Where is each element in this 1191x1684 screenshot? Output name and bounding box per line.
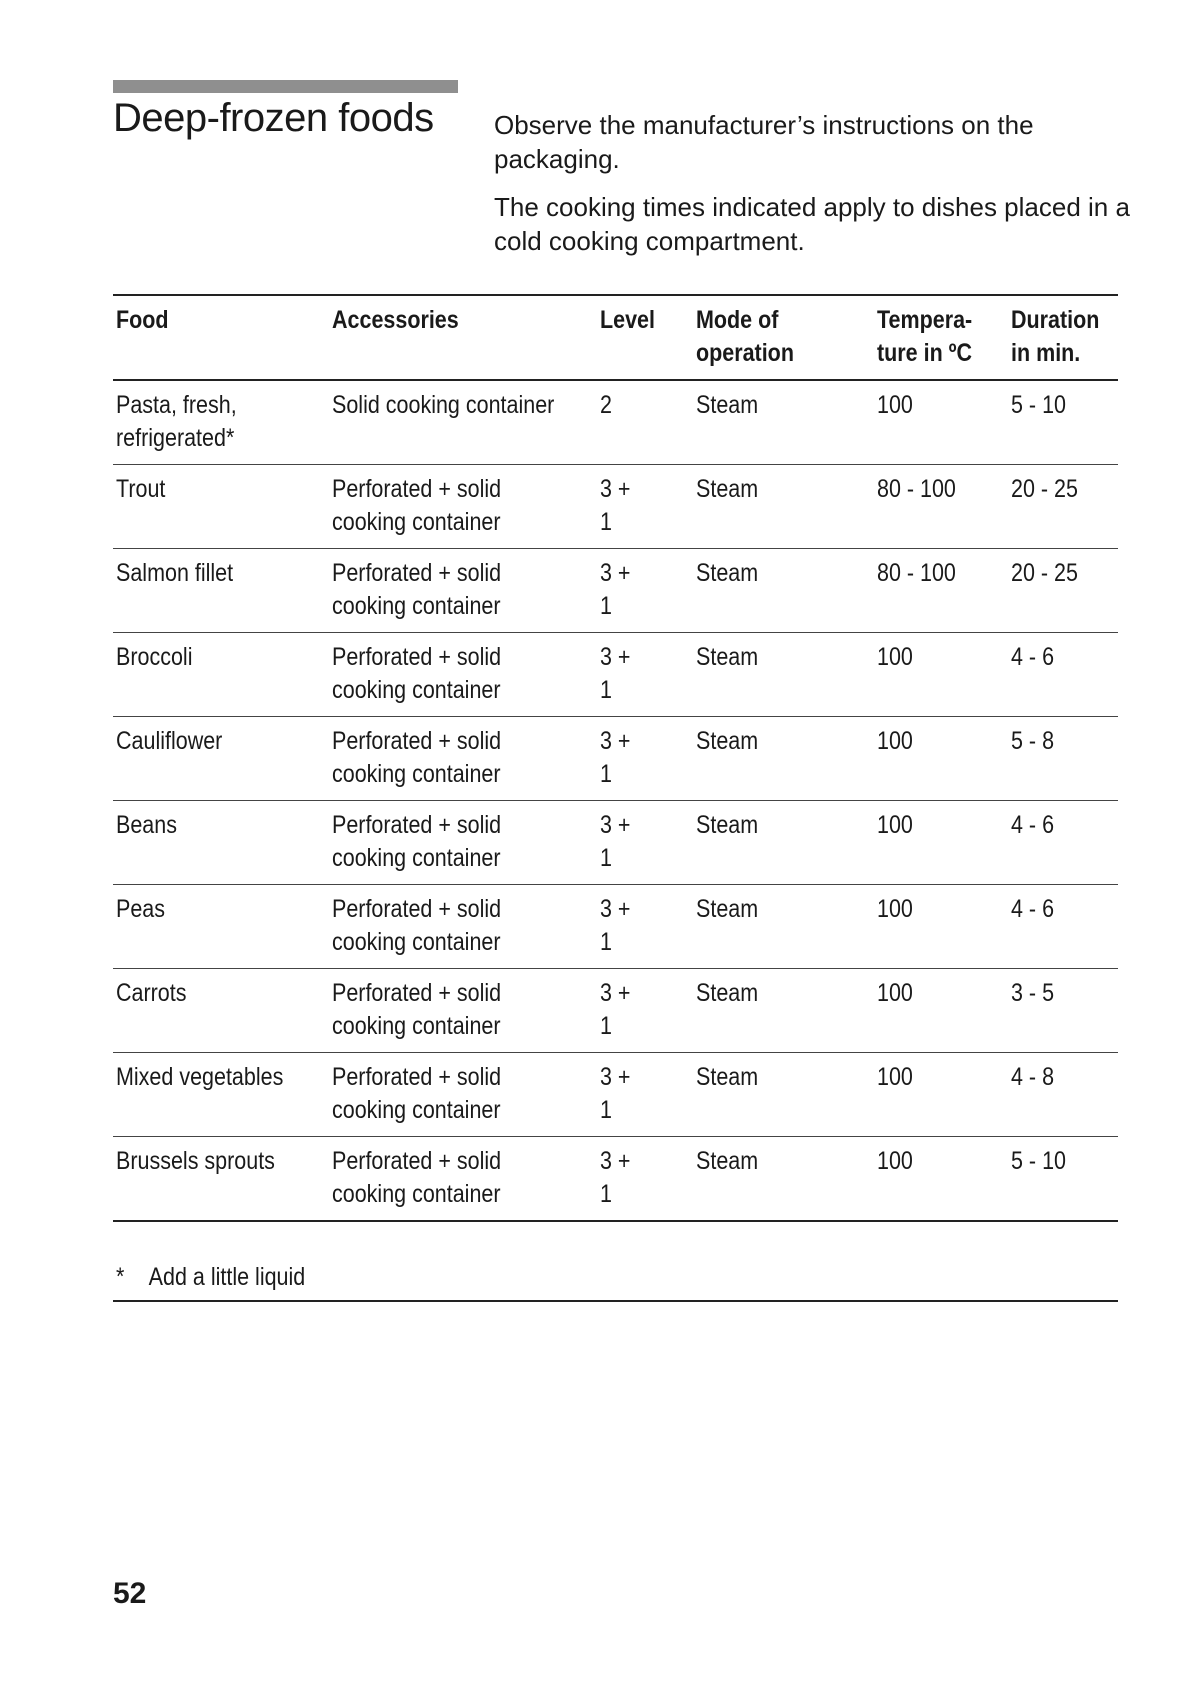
cell-duration: 3 - 5: [1011, 979, 1055, 1007]
intro-paragraph-1: Observe the manufacturer’s instructions on the packaging.: [494, 110, 1034, 174]
table-row: [113, 380, 1118, 465]
cell-duration: 5 - 10: [1011, 1147, 1067, 1175]
cell-accessories: Perforated + solid cooking container: [332, 475, 502, 536]
cell-mode: Steam: [695, 727, 758, 755]
cell-accessories: Solid cooking container: [332, 391, 555, 419]
header-mode: Mode of operation: [695, 306, 794, 367]
cell-duration: 5 - 10: [1011, 391, 1067, 419]
cell-duration: 20 - 25: [1011, 559, 1079, 587]
page-number: 52: [113, 1577, 147, 1610]
cell-temperature: 100: [876, 727, 913, 755]
cell-mode: Steam: [695, 559, 758, 587]
cell-food: Brussels sprouts: [116, 1147, 275, 1175]
cell-temperature: 100: [876, 811, 913, 839]
cell-duration: 20 - 25: [1011, 475, 1079, 503]
footnote: [113, 1221, 1118, 1301]
cell-temperature: 80 - 100: [876, 475, 956, 503]
cooking-table: [113, 294, 1118, 1302]
cell-level: 2: [600, 391, 613, 419]
cell-accessories: Perforated + solid cooking container: [332, 895, 502, 956]
cell-duration: 4 - 8: [1011, 1063, 1055, 1091]
table-body: [113, 380, 1118, 1221]
table-row: [113, 969, 1118, 1053]
footnote-text: Add a little liquid: [148, 1263, 306, 1291]
cell-food: Mixed vegetables: [116, 1063, 284, 1091]
intro-paragraph-2: The cooking times indicated apply to dishes placed in a cold cooking compartment.: [494, 192, 1130, 256]
cell-level: 3 + 1: [600, 811, 631, 872]
cell-accessories: Perforated + solid cooking container: [332, 1063, 502, 1124]
table-row: [113, 1053, 1118, 1137]
cell-food: Pasta, fresh, refrigerated*: [116, 391, 237, 452]
cell-level: 3 + 1: [600, 727, 631, 788]
cell-accessories: Perforated + solid cooking container: [332, 979, 502, 1040]
header-food: Food: [116, 306, 169, 334]
cell-food: Beans: [116, 811, 177, 839]
table-row: [113, 633, 1118, 717]
cell-duration: 4 - 6: [1011, 895, 1055, 923]
cell-mode: Steam: [695, 979, 758, 1007]
cell-mode: Steam: [695, 475, 758, 503]
cell-duration: 4 - 6: [1011, 811, 1055, 839]
cell-mode: Steam: [695, 895, 758, 923]
table-row: [113, 885, 1118, 969]
cell-temperature: 100: [876, 895, 913, 923]
cell-mode: Steam: [695, 391, 758, 419]
cell-duration: 4 - 6: [1011, 643, 1055, 671]
table-row: [113, 1137, 1118, 1222]
cell-temperature: 100: [876, 1147, 913, 1175]
cell-mode: Steam: [695, 643, 758, 671]
footnote-row: [113, 1221, 1118, 1301]
table-row: [113, 801, 1118, 885]
header-level: Level: [600, 306, 656, 334]
table-header-row: [113, 295, 1118, 380]
page-title: Deep-frozen foods: [113, 96, 434, 140]
cell-duration: 5 - 8: [1011, 727, 1055, 755]
table-row: [113, 465, 1118, 549]
cell-level: 3 + 1: [600, 475, 631, 536]
cell-temperature: 100: [876, 1063, 913, 1091]
cell-accessories: Perforated + solid cooking container: [332, 559, 502, 620]
cell-level: 3 + 1: [600, 1147, 631, 1208]
cell-temperature: 100: [876, 391, 913, 419]
cell-food: Trout: [116, 475, 166, 503]
header-duration: Duration in min.: [1011, 306, 1100, 367]
cell-temperature: 100: [876, 643, 913, 671]
cell-food: Broccoli: [116, 643, 193, 671]
cell-food: Carrots: [116, 979, 187, 1007]
cell-temperature: 80 - 100: [876, 559, 956, 587]
intro-text: [494, 108, 1134, 272]
cell-food: Salmon fillet: [116, 559, 234, 587]
cell-accessories: Perforated + solid cooking container: [332, 811, 502, 872]
cell-food: Peas: [116, 895, 166, 923]
cell-mode: Steam: [695, 1063, 758, 1091]
cell-food: Cauliflower: [116, 727, 223, 755]
cell-level: 3 + 1: [600, 643, 631, 704]
cell-mode: Steam: [695, 811, 758, 839]
header-accessories: Accessories: [332, 306, 459, 334]
section-header-bar: [113, 80, 458, 93]
cell-level: 3 + 1: [600, 559, 631, 620]
cell-level: 3 + 1: [600, 895, 631, 956]
header-temperature: Tempera- ture in ºC: [876, 306, 972, 367]
cell-mode: Steam: [695, 1147, 758, 1175]
cell-accessories: Perforated + solid cooking container: [332, 1147, 502, 1208]
cell-accessories: Perforated + solid cooking container: [332, 727, 502, 788]
table-row: [113, 549, 1118, 633]
footnote-mark: *: [116, 1263, 125, 1291]
table-row: [113, 717, 1118, 801]
cell-temperature: 100: [876, 979, 913, 1007]
cell-accessories: Perforated + solid cooking container: [332, 643, 502, 704]
cell-level: 3 + 1: [600, 1063, 631, 1124]
cell-level: 3 + 1: [600, 979, 631, 1040]
